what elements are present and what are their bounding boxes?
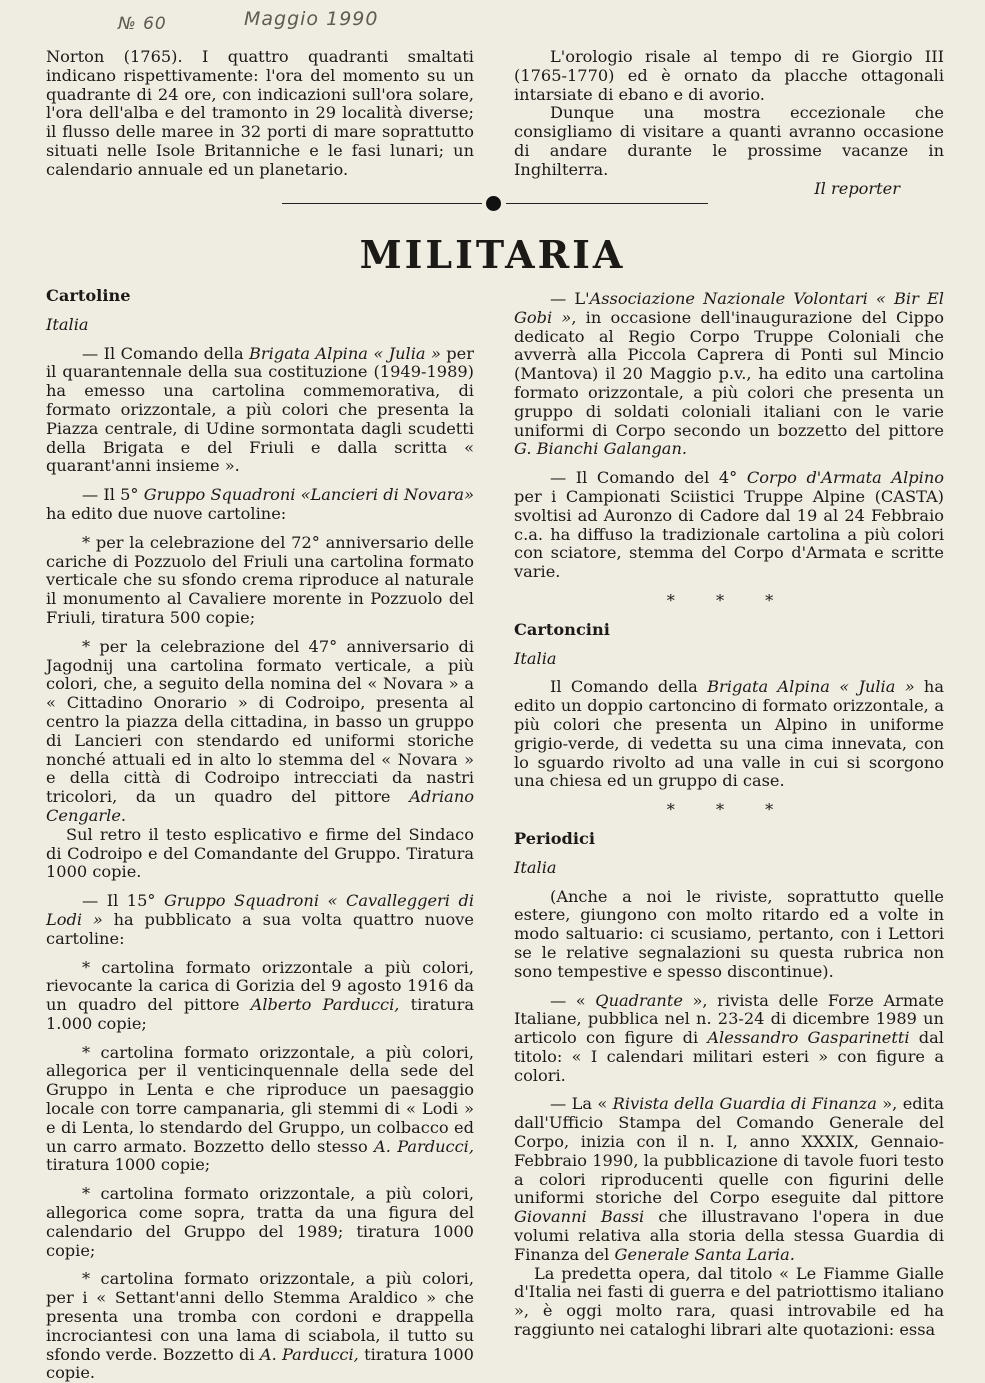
heading-cartoline: Cartoline [46,286,131,305]
heading-periodici: Periodici [514,828,595,848]
section-separator: * * * [666,590,792,610]
divider-left [282,203,482,204]
paragraph: — Il 5° Gruppo Squadroni «Lancieri di Novara» ha edito due nuove cartoline: [46,485,474,523]
right-column [514,290,944,1340]
paragraph: — La « Rivista della Guardia di Finanza », edita dall'Ufficio Stampa del Comando Generale del Corpo, inizia con il n. I, anno XXXIX, Gennaio-Febbraio 1990, la pubblicazione di tavole fuori testo a colori riproducenti quelle con figurini delle uniformi storiche del Corpo eseguite dal pittore Giovanni Bassi che illustravano l'opera in due volumi relativa alla storia della stessa Guardia di Finanza del Generale Santa Laria. [514,1094,944,1264]
list-item: * cartolina formato orizzontale, a più colori, per i « Settant'anni dello Stemma Araldico » che presenta una tromba con cordoni e drappella incrociantesi con una lama di sciabola, il tutto su sfondo verde. Bozzetto di A. Parducci, tiratura 1000 copie. [46,1269,474,1383]
list-item: * cartolina formato orizzontale, a più colori, allegorica per il venticinquennale della sede del Gruppo in Lenta e che riproduce un paesaggio locale con torre campanaria, gli stemmi di « Lodi » e di Lenta, lo stendardo del Gruppo, un colbacco ed un carro armato. Bozzetto dello stesso A. Parducci, tiratura 1000 copie; [46,1042,474,1175]
paragraph: — Il Comando del 4° Corpo d'Armata Alpino per i Campionati Sciistici Truppe Alpine (CASTA) svoltisi ad Auronzo di Cadore dal 19 al 24 Febbraio c.a. ha diffuso la tradizionale cartolina a più colori con sciatore, stemma del Corpo d'Armata e scritte varie. [514,468,944,582]
paragraph: Sul retro il testo esplicativo e firme del Sindaco di Codroipo e del Comandante del Gruppo. Tiratura 1000 copie. [46,824,474,882]
list-item: * cartolina formato orizzontale, a più colori, allegorica come sopra, tratta da una figura del calendario del Gruppo del 1989; tiratura 1000 copie; [46,1184,474,1260]
signature: Il reporter [814,178,900,198]
top-left-column [46,48,474,180]
paragraph: — L'Associazione Nazionale Volontari « Bir El Gobi », in occasione dell'inaugurazione del Cippo dedicato al Regio Corpo Truppe Coloniali che avverrà alla Piccola Caprera di Ponti sul Mincio (Mantova) il 20 Maggio p.v., ha edito una cartolina formato orizzontale, a più colori che presenta un gruppo di soldati coloniali italiani con le varie uniformi di Corpo secondo un bozzetto del pittore G. Bianchi Galangan. [514,289,944,459]
paragraph: Norton (1765). I quattro quadranti smaltati indicano rispettivamente: l'ora del momento su un quadrante di 24 ore, con indicazioni sull'ora solare, l'ora dell'alba e del tramonto in 29 località diverse; il flusso delle maree in 32 porti di mare soprattutto situati nelle Isole Britanniche e le fasi lunari; un calendario annuale ed un planetario. [46,47,474,179]
divider-right [506,203,708,204]
list-item: * per la celebrazione del 72° anniversario delle cariche di Pozzuolo del Friuli una cartolina formato verticale che su sfondo crema riproduce al naturale il monumento al Cavaliere morente in Pozzuolo del Friuli, tiratura 500 copie; [46,532,474,627]
heading-cartoncini: Cartoncini [514,619,610,639]
paragraph: Dunque una mostra eccezionale che consigliamo di visitare a quanti avranno occasione di andare durante le prossime vacanze in Inghilterra. [514,103,944,179]
paragraph: La predetta opera, dal titolo « Le Fiamme Gialle d'Italia nei fasti di guerra e del patriottismo italiano », è oggi molto rara, quasi introvabile ed ha raggiunto nei cataloghi librari alte quotazioni: essa [514,1263,944,1340]
list-item: * per la celebrazione del 47° anniversario di Jagodnij una cartolina formato verticale, a più colori, che, a seguito della nomina del « Novara » a « Cittadino Onorario » di Codroipo, presenta al centro la piazza della cittadina, in basso un gruppo di Lancieri con stendardo ed uniformi storiche nonché attuali ed in alto lo stemma del « Novara » e della città di Codroipo intrecciati da nastri tricolori, da un quadro del pittore Adriano Cengarle. [46,636,474,825]
paragraph: — Il 15° Gruppo Squadroni « Cavalleggeri di Lodi » ha pubblicato a sua volta quattro nuove cartoline: [46,891,474,948]
paragraph: — « Quadrante », rivista delle Forze Armate Italiane, pubblica nel n. 23-24 di dicembre 1989 un articolo con figure di Alessandro Gasparinetti dal titolo: « I calendari militari esteri » con figure a colori. [514,990,944,1085]
list-item: * cartolina formato orizzontale a più colori, rievocante la carica di Gorizia del 9 agosto 1916 da un quadro del pittore Alberto Parducci, tiratura 1.000 copie; [46,957,474,1033]
handwritten-number: № 60 [118,14,167,34]
paragraph: — Il Comando della Brigata Alpina « Julia » per il quarantennale della sua costituzione (1949-1989) ha emesso una cartolina commemorativa, di formato orizzontale, a più colori che presenta la Piazza centrale, di Udine sormontata dagli scudetti della Brigata e del Friuli e dalla scritta « quarant'anni insieme ». [46,343,474,476]
divider-dot [486,196,501,211]
handwritten-date: Maggio 1990 [244,8,379,30]
paragraph: L'orologio risale al tempo di re Giorgio III (1765-1770) ed è ornato da placche ottagonali intarsiate di ebano e di avorio. [514,47,944,104]
top-right-column [514,48,944,198]
paragraph: (Anche a noi le riviste, soprattutto quelle estere, giungono con molto ritardo ed a volte in modo saltuario: ci scusiamo, pertanto, con i Lettori se le relative segnalazioni su questa rubrica non sono tempestive e spesso discontinue). [514,886,944,981]
subheading-italia: Italia [46,314,89,334]
section-title: MILITARIA [359,232,626,277]
subheading-italia: Italia [514,648,557,668]
section-separator: * * * [666,800,792,820]
paragraph: Il Comando della Brigata Alpina « Julia » ha edito un doppio cartoncino di formato orizzontale, a più colori che presenta un Alpino in uniforme grigio-verde, di vedetta su una cima innevata, con lo sguardo rivolto ad una valle in cui si scorgono una chiesa ed un gruppo di case. [514,677,944,791]
left-column [46,287,474,1383]
subheading-italia: Italia [514,857,557,877]
